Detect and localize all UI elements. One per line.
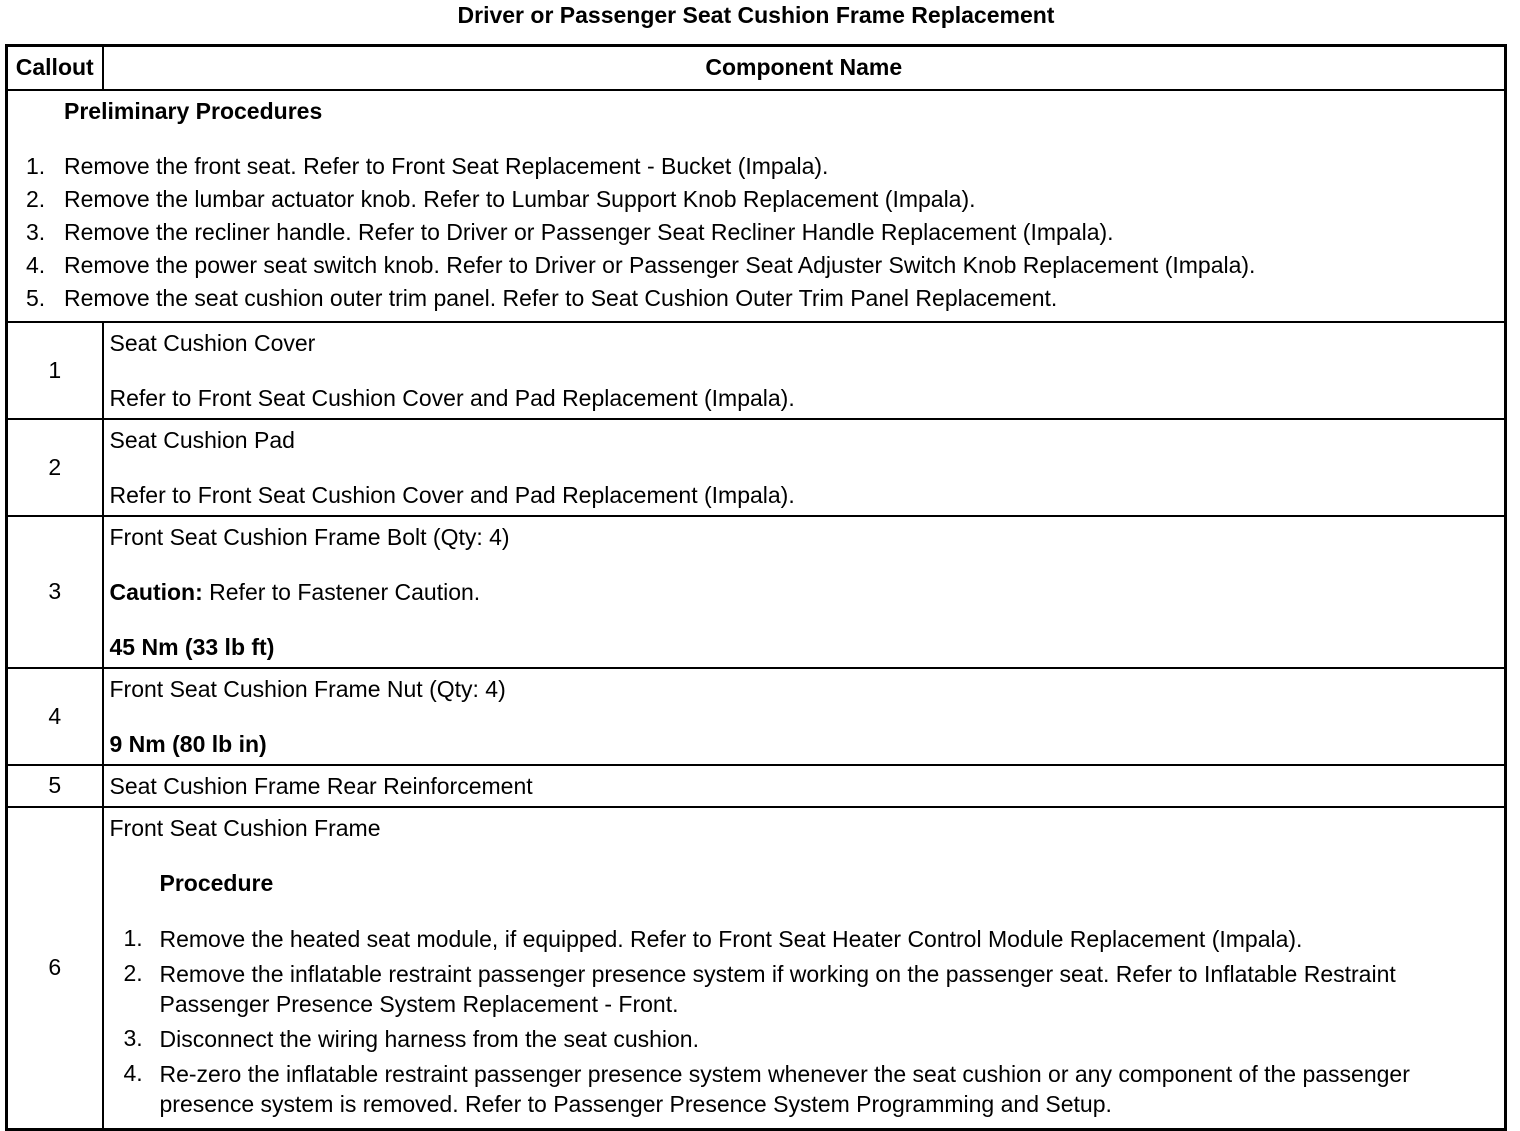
step-number: 2. bbox=[123, 959, 143, 986]
caution-label: Caution: bbox=[109, 578, 203, 605]
table-row bbox=[7, 322, 1506, 419]
step-text: Remove the heated seat module, if equipped. Refer to Front Seat Heater Control Module Replacement (Impala). bbox=[159, 925, 1303, 952]
table-row bbox=[7, 807, 1506, 1130]
caution-text: Refer to Fastener Caution. bbox=[202, 578, 481, 605]
step-text: Remove the lumbar actuator knob. Refer to Lumbar Support Knob Replacement (Impala). bbox=[64, 185, 976, 212]
step-number: 3. bbox=[123, 1024, 143, 1051]
component-name: Front Seat Cushion Frame Nut (Qty: 4) bbox=[109, 675, 506, 702]
list-item bbox=[26, 185, 1498, 213]
component-cell bbox=[103, 765, 1506, 807]
callout-header: Callout bbox=[7, 46, 103, 90]
table-row bbox=[7, 668, 1506, 765]
component-cell bbox=[103, 322, 1506, 419]
callout-cell: 1 bbox=[7, 322, 103, 419]
step-text: Remove the inflatable restraint passenger presence system if working on the passenger seat. Refer to Inflatable Restraint Passenger Presence System Replacement - Front. bbox=[159, 960, 1396, 1017]
table-row bbox=[7, 419, 1506, 516]
step-text: Re-zero the inflatable restraint passenger presence system whenever the seat cushion or any component of the passenger presence system is removed. Refer to Passenger Presence System Programming and Setup. bbox=[159, 1060, 1410, 1117]
callout-cell: 3 bbox=[7, 516, 103, 668]
step-text: Remove the recliner handle. Refer to Driver or Passenger Seat Recliner Handle Replacement (Impala). bbox=[64, 218, 1114, 245]
preliminary-steps bbox=[26, 152, 1498, 312]
step-text: Disconnect the wiring harness from the seat cushion. bbox=[159, 1025, 699, 1052]
component-cell bbox=[103, 807, 1506, 1130]
list-item bbox=[26, 218, 1498, 246]
preliminary-row bbox=[7, 90, 1506, 322]
table-row bbox=[7, 516, 1506, 668]
component-table bbox=[5, 44, 1507, 1131]
step-number: 5. bbox=[26, 284, 46, 311]
procedure-block bbox=[124, 869, 1499, 1119]
step-number: 3. bbox=[26, 218, 46, 245]
preliminary-heading: Preliminary Procedures bbox=[64, 97, 323, 124]
step-number: 1. bbox=[26, 152, 46, 179]
table-header-row bbox=[7, 46, 1506, 90]
table-row bbox=[7, 765, 1506, 807]
step-text: Remove the seat cushion outer trim panel. Refer to Seat Cushion Outer Trim Panel Replacement. bbox=[64, 284, 1058, 311]
component-cell bbox=[103, 516, 1506, 668]
component-cell bbox=[103, 419, 1506, 516]
list-item bbox=[124, 959, 1499, 1019]
component-name: Front Seat Cushion Frame Bolt (Qty: 4) bbox=[109, 523, 510, 550]
torque-spec: 45 Nm (33 lb ft) bbox=[109, 633, 275, 660]
component-name: Front Seat Cushion Frame bbox=[109, 814, 381, 841]
procedure-steps bbox=[124, 924, 1499, 1119]
preliminary-procedures bbox=[7, 90, 1506, 322]
callout-cell: 6 bbox=[7, 807, 103, 1130]
step-number: 1. bbox=[123, 924, 143, 951]
step-text: Remove the power seat switch knob. Refer to Driver or Passenger Seat Adjuster Switch Knob Replacement (Impala). bbox=[64, 251, 1256, 278]
callout-cell: 2 bbox=[7, 419, 103, 516]
callout-cell: 4 bbox=[7, 668, 103, 765]
step-number: 2. bbox=[26, 185, 46, 212]
list-item bbox=[26, 152, 1498, 180]
component-name-header: Component Name bbox=[103, 46, 1506, 90]
component-note: Refer to Front Seat Cushion Cover and Pad Replacement (Impala). bbox=[109, 384, 795, 411]
list-item bbox=[26, 251, 1498, 279]
torque-spec: 9 Nm (80 lb in) bbox=[109, 730, 267, 757]
step-number: 4. bbox=[123, 1059, 143, 1086]
step-text: Remove the front seat. Refer to Front Seat Replacement - Bucket (Impala). bbox=[64, 152, 829, 179]
list-item bbox=[124, 1024, 1499, 1054]
callout-cell: 5 bbox=[7, 765, 103, 807]
list-item bbox=[124, 1059, 1499, 1119]
component-note: Refer to Front Seat Cushion Cover and Pad Replacement (Impala). bbox=[109, 481, 795, 508]
list-item bbox=[26, 284, 1498, 312]
component-name: Seat Cushion Cover bbox=[109, 329, 316, 356]
list-item bbox=[124, 924, 1499, 954]
step-number: 4. bbox=[26, 251, 46, 278]
component-name: Seat Cushion Frame Rear Reinforcement bbox=[109, 772, 533, 799]
component-name: Seat Cushion Pad bbox=[109, 426, 295, 453]
caution-note bbox=[110, 578, 1499, 606]
procedure-heading: Procedure bbox=[159, 869, 274, 896]
component-cell bbox=[103, 668, 1506, 765]
page-title: Driver or Passenger Seat Cushion Frame Replacement bbox=[457, 2, 1055, 28]
